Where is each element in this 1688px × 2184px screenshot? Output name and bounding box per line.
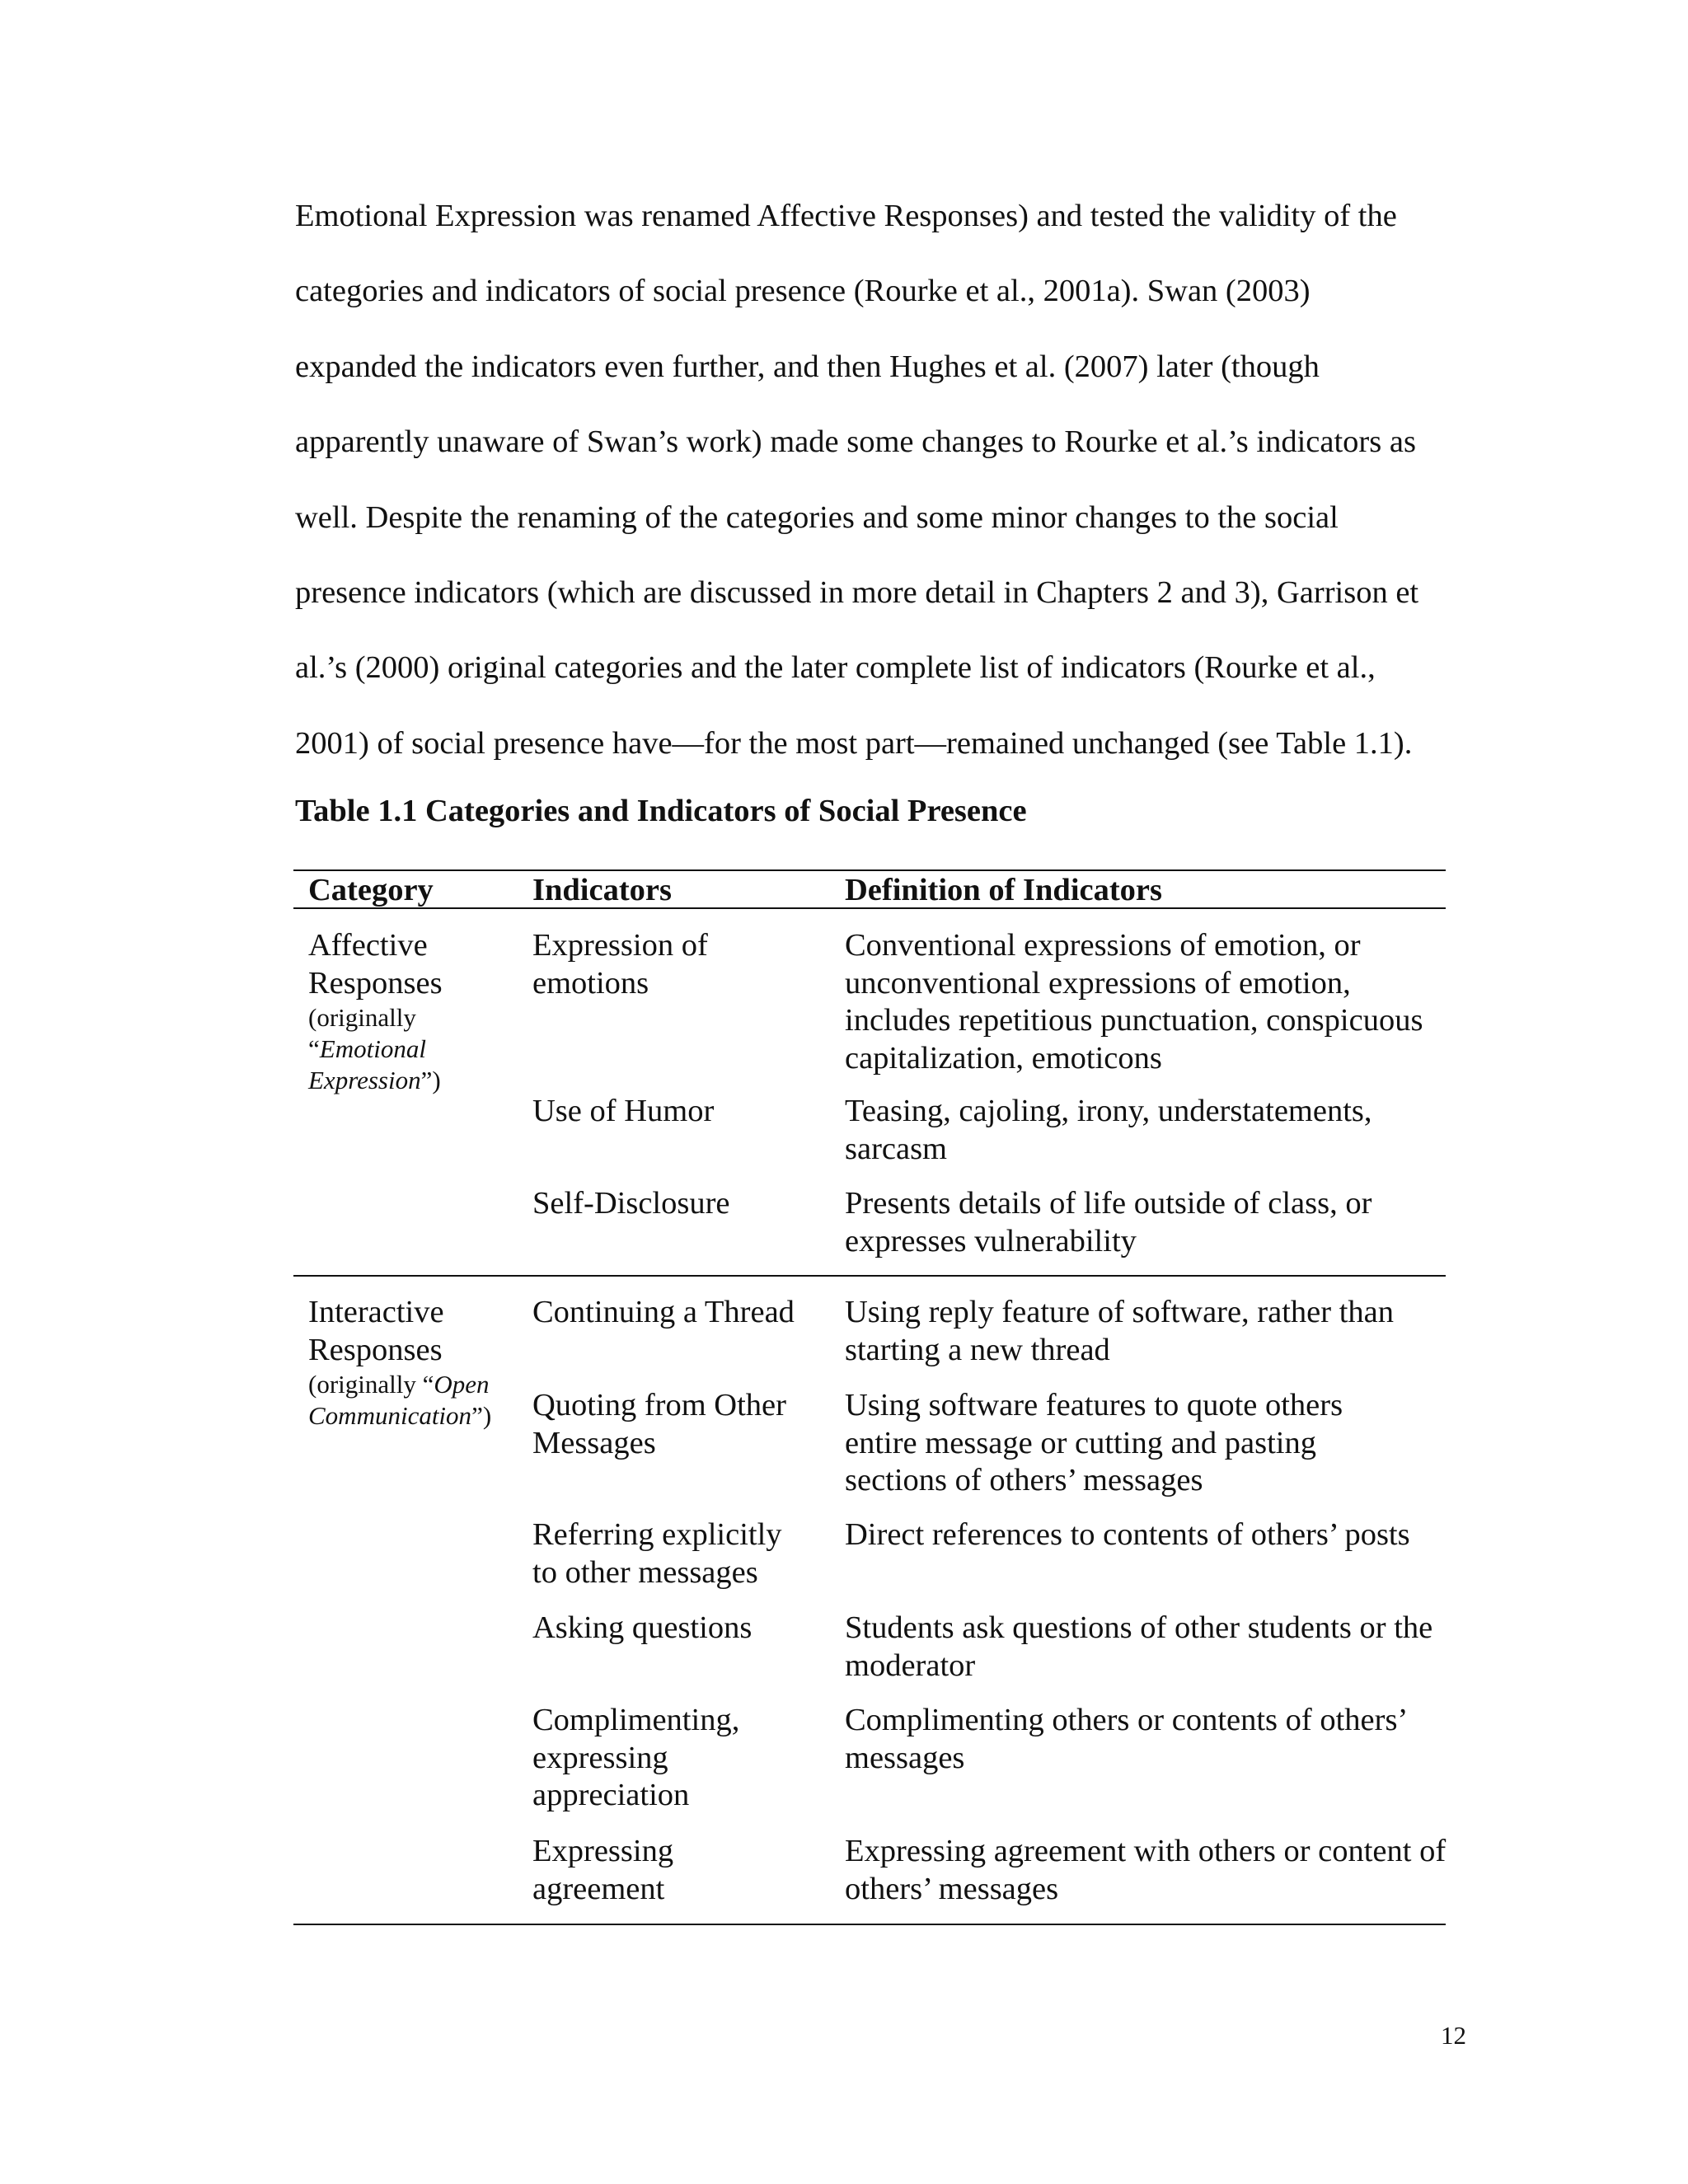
definition-cell: Teasing, cajoling, irony, understatements, sarcasm	[845, 1094, 1372, 1166]
paragraph-line: categories and indicators of social presence (Rourke et al., 2001a). Swan (2003)	[295, 274, 1311, 309]
group-divider-rule	[293, 1275, 1446, 1277]
body-paragraph	[295, 191, 1465, 794]
category-note: (originally “Emotional Expression”)	[308, 1003, 441, 1094]
indicator-cell: Expression of emotions	[532, 928, 708, 1001]
paragraph-line: al.’s (2000) original categories and the later complete list of indicators (Rourke et al.,	[295, 650, 1376, 686]
paragraph-line: presence indicators (which are discussed in more detail in Chapters 2 and 3), Garrison et	[295, 574, 1419, 610]
definition-cell: Conventional expressions of emotion, or unconventional expressions of emotion, includes repetitious punctuation, conspicuous capitalization, emoticons	[845, 928, 1423, 1076]
category-note: (originally “Open Communication”)	[308, 1370, 492, 1430]
indicator-cell: Quoting from Other Messages	[532, 1388, 786, 1460]
paragraph-line: 2001) of social presence have—for the most part—remained unchanged (see Table 1.1).	[295, 725, 1413, 761]
table-bottom-rule	[293, 1924, 1446, 1925]
indicator-cell: Complimenting, expressing appreciation	[532, 1703, 740, 1812]
category-affective	[308, 927, 498, 1096]
paragraph-line: well. Despite the renaming of the categories and some minor changes to the social	[295, 499, 1339, 535]
indicator-cell: Asking questions	[532, 1610, 753, 1645]
indicator-cell: Self-Disclosure	[532, 1186, 730, 1221]
header-definition: Definition of Indicators	[845, 873, 1162, 907]
definition-cell: Using software features to quote others entire message or cutting and pasting sections of others’ messages	[845, 1388, 1343, 1497]
header-indicators: Indicators	[532, 873, 672, 907]
page-number: 12	[1441, 2021, 1466, 2050]
definition-cell: Complimenting others or contents of others’ messages	[845, 1703, 1406, 1775]
category-name: Interactive Responses	[308, 1295, 444, 1367]
indicator-cell: Expressing agreement	[532, 1834, 674, 1906]
category-interactive	[308, 1294, 514, 1432]
table-caption: Table 1.1 Categories and Indicators of Social Presence	[295, 794, 1027, 828]
category-name: Affective Responses	[308, 928, 443, 1001]
indicator-cell: Continuing a Thread	[532, 1295, 795, 1329]
definition-cell: Using reply feature of software, rather than starting a new thread	[845, 1295, 1394, 1367]
indicator-cell: Referring explicitly to other messages	[532, 1517, 782, 1590]
indicator-cell: Use of Humor	[532, 1094, 715, 1128]
paragraph-line: expanded the indicators even further, and then Hughes et al. (2007) later (though	[295, 349, 1320, 384]
paragraph-line: apparently unaware of Swan’s work) made some changes to Rourke et al.’s indicators as	[295, 424, 1416, 460]
definition-cell: Presents details of life outside of class, or expresses vulnerability	[845, 1186, 1372, 1258]
definition-cell: Expressing agreement with others or content of others’ messages	[845, 1834, 1447, 1906]
table-top-rule	[293, 869, 1446, 871]
definition-cell: Students ask questions of other students or the moderator	[845, 1610, 1433, 1683]
paragraph-line: Emotional Expression was renamed Affective Responses) and tested the validity of the	[295, 199, 1397, 233]
header-category: Category	[308, 873, 434, 907]
definition-cell: Direct references to contents of others’ posts	[845, 1517, 1410, 1552]
